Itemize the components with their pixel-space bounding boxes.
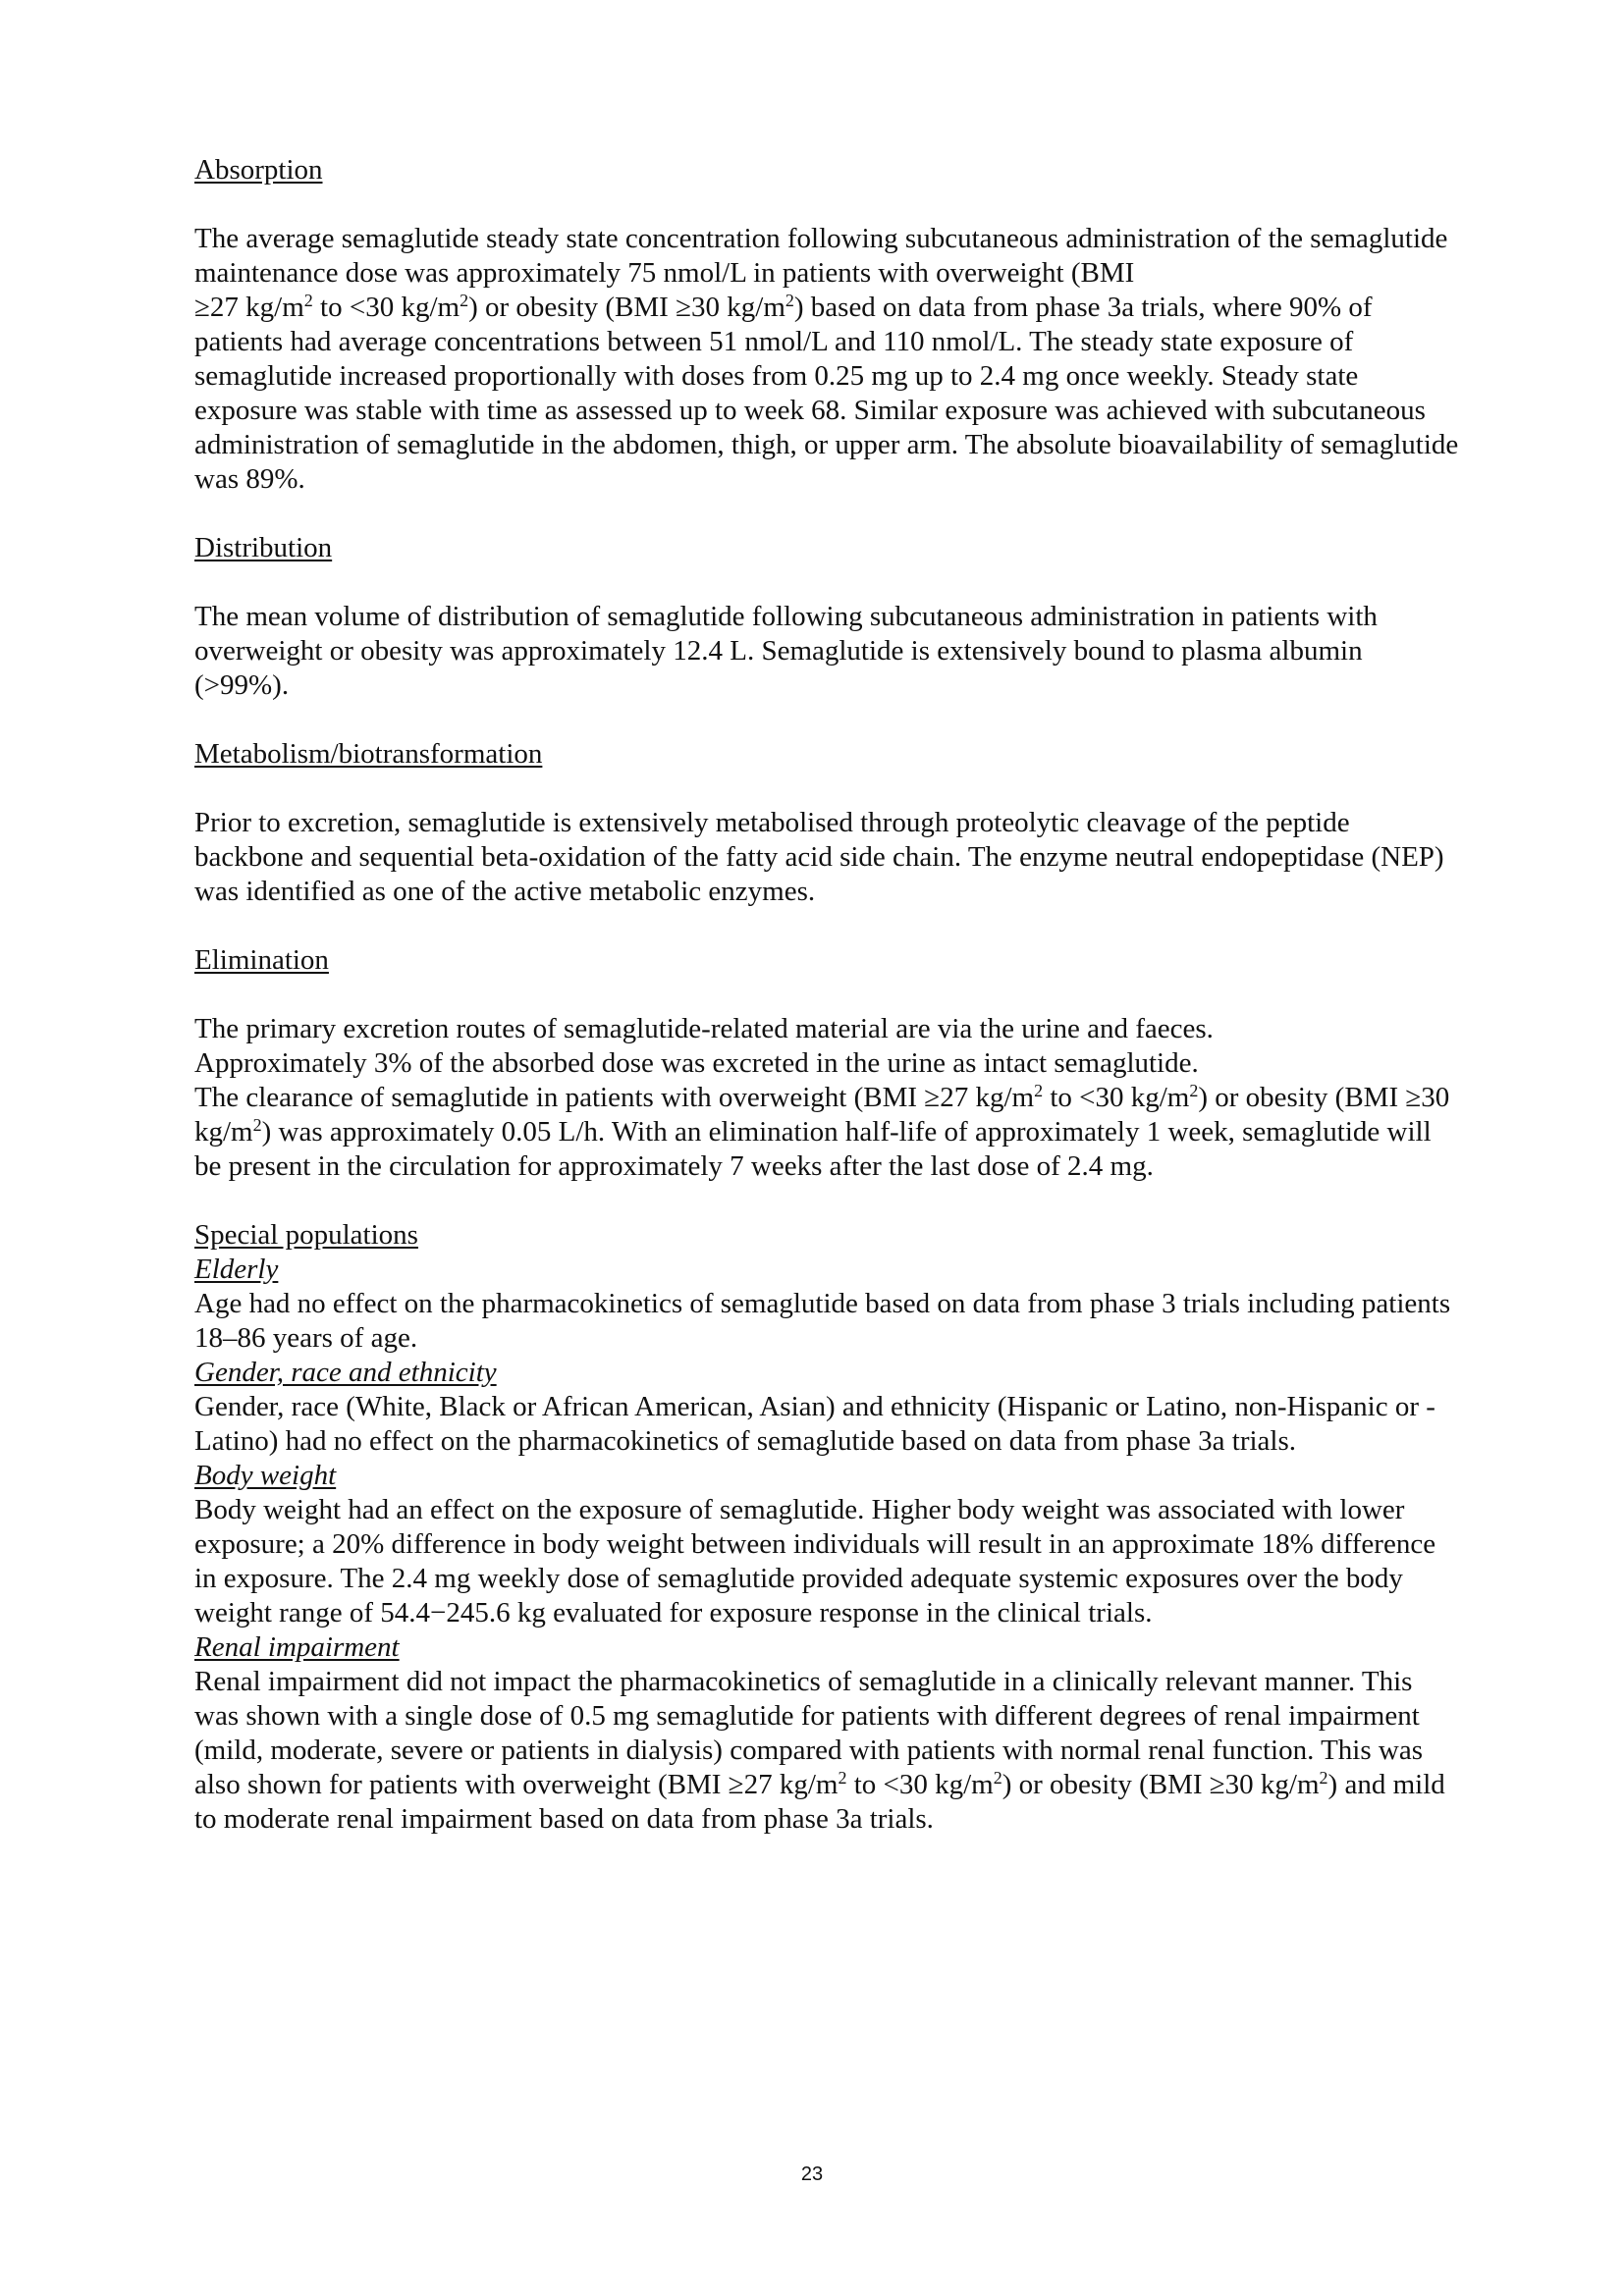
elimination-line-1: The primary excretion routes of semaglutide-related material are via the urine and faeces. <box>194 1013 1214 1044</box>
special-populations-heading: Special populations <box>194 1219 418 1251</box>
superscript-2: 2 <box>993 1768 1002 1788</box>
absorption-text-1: The average semaglutide steady state concentration following subcutaneous administration of the semaglutide maintenance dose was approximately 75 nmol/L in patients with overweight (BMI <box>194 223 1448 289</box>
superscript-2: 2 <box>838 1768 847 1788</box>
superscript-2: 2 <box>460 291 469 310</box>
absorption-heading: Absorption <box>194 154 323 186</box>
renal-text-a: Renal impairment did not impact the pharmacokinetics of semaglutide in a clinically relevant manner. This was shown with a single dose of 0.5 mg semaglutide for patients with different degrees of renal impairment (mild, moderate, severe or patients in dialysis) compared with patients with normal renal function. This was also shown for patients with overweight (BMI ≥27 kg/m <box>194 1666 1423 1800</box>
renal-subheading: Renal impairment <box>194 1631 400 1663</box>
superscript-2: 2 <box>303 291 313 310</box>
renal-paragraph <box>194 1665 1461 1837</box>
elimination-text-3c: ) or obesity (BMI ≥30 kg/m <box>194 1082 1450 1148</box>
gender-paragraph: Gender, race (White, Black or African American, Asian) and ethnicity (Hispanic or Latino, non-Hispanic or -Latino) had no effect on the pharmacokinetics of semaglutide based on data from phase 3a trials. <box>194 1391 1435 1457</box>
elimination-text-3a: The clearance of semaglutide in patients with overweight (BMI ≥27 kg/m <box>194 1082 1035 1113</box>
body-weight-subheading: Body weight <box>194 1460 337 1491</box>
renal-text-c: ) or obesity (BMI ≥30 kg/m <box>1001 1769 1320 1800</box>
distribution-heading: Distribution <box>194 532 333 563</box>
elimination-line-2: Approximately 3% of the absorbed dose was excreted in the urine as intact semaglutide. <box>194 1047 1199 1079</box>
superscript-2: 2 <box>1034 1081 1044 1100</box>
elimination-heading: Elimination <box>194 944 329 976</box>
elimination-text-3b: to <30 kg/m <box>1043 1082 1190 1113</box>
absorption-text-4: ) or obesity (BMI ≥30 kg/m <box>468 292 785 323</box>
metabolism-heading: Metabolism/biotransformation <box>194 738 543 770</box>
renal-text-d: ) and mild to moderate renal impairment based on data from phase 3a trials. <box>194 1769 1445 1835</box>
page-content <box>194 153 1461 1837</box>
absorption-text-3: to <30 kg/m <box>312 292 460 323</box>
superscript-2: 2 <box>1319 1768 1328 1788</box>
body-weight-paragraph: Body weight had an effect on the exposure of semaglutide. Higher body weight was associated with lower exposure; a 20% difference in body weight between individuals will result in an approximate 18% difference in exposure. The 2.4 mg weekly dose of semaglutide provided adequate systemic exposures over the body weight range of 54.4−245.6 kg evaluated for exposure response in the clinical trials. <box>194 1494 1436 1629</box>
absorption-text-2: ≥27 kg/m <box>194 292 304 323</box>
gender-subheading: Gender, race and ethnicity <box>194 1357 497 1388</box>
metabolism-paragraph: Prior to excretion, semaglutide is extensively metabolised through proteolytic cleavage of the peptide backbone and sequential beta-oxidation of the fatty acid side chain. The enzyme neutral endopeptidase (NEP) was identified as one of the active metabolic enzymes. <box>194 807 1444 907</box>
superscript-2: 2 <box>785 291 794 310</box>
superscript-2: 2 <box>1189 1081 1199 1100</box>
elderly-subheading: Elderly <box>194 1254 279 1285</box>
elderly-paragraph: Age had no effect on the pharmacokinetics of semaglutide based on data from phase 3 trials including patients 18–86 years of age. <box>194 1288 1451 1354</box>
distribution-paragraph: The mean volume of distribution of semaglutide following subcutaneous administration in patients with overweight or obesity was approximately 12.4 L. Semaglutide is extensively bound to plasma albumin (>99%). <box>194 601 1378 701</box>
absorption-paragraph <box>194 222 1461 497</box>
elimination-paragraph <box>194 1012 1461 1184</box>
superscript-2: 2 <box>252 1115 262 1135</box>
renal-text-b: to <30 kg/m <box>846 1769 994 1800</box>
page-number: 23 <box>800 2163 824 2185</box>
elimination-text-3d: ) was approximately 0.05 L/h. With an elimination half-life of approximately 1 week, semaglutide will be present in the circulation for approximately 7 weeks after the last dose of 2.4 mg. <box>194 1116 1432 1182</box>
absorption-text-5: ) based on data from phase 3a trials, where 90% of patients had average concentrations between 51 nmol/L and 110 nmol/L. The steady state exposure of semaglutide increased proportionally with doses from 0.25 mg up to 2.4 mg once weekly. Steady state exposure was stable with time as assessed up to week 68. Similar exposure was achieved with subcutaneous administration of semaglutide in the abdomen, thigh, or upper arm. The absolute bioavailability of semaglutide was 89%. <box>194 292 1459 495</box>
